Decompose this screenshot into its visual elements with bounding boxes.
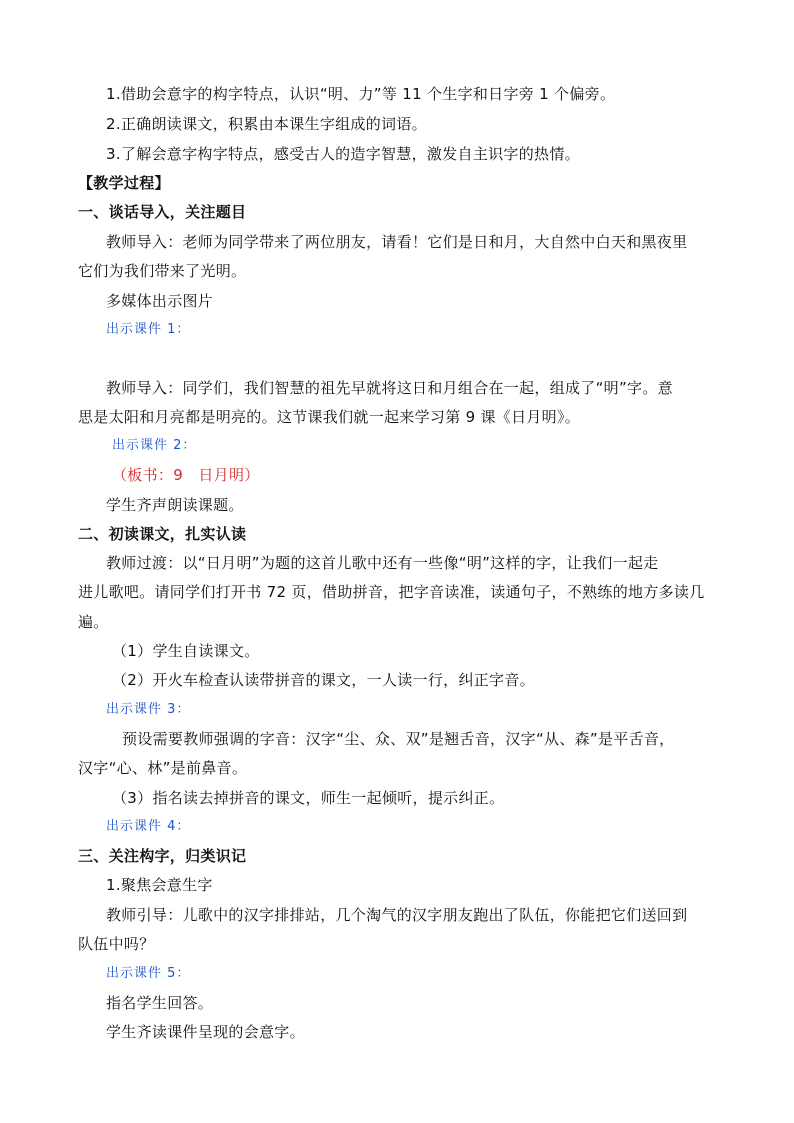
step-1: （1）学生自读课文。 [112, 642, 260, 660]
section-3-guide-line-2: 队伍中吗？ [78, 935, 155, 953]
slide-label-3: 出示课件 3： [106, 702, 191, 717]
teaching-process-heading: 【教学过程】 [78, 174, 170, 192]
objective-1: 1.借助会意字的构字特点，认识“明、力”等 11 个生字和日字旁 1 个偏旁。 [106, 85, 616, 103]
section-1-intro2-line-1: 教师导入：同学们，我们智慧的祖先早就将这日和月组合在一起，组成了“明”字。意 [106, 379, 673, 397]
media-note: 多媒体出示图片 [106, 292, 214, 310]
slide-label-2: 出示课件 2： [112, 438, 197, 453]
subsection-1-title: 1.聚焦会意生字 [106, 876, 213, 894]
section-1-intro-line-1: 教师导入：老师为同学带来了两位朋友，请看！它们是日和月，大自然中白天和黑夜里 [106, 233, 688, 251]
section-3-guide-line-1: 教师引导：儿歌中的汉字排排站，几个淘气的汉字朋友跑出了队伍，你能把它们送回到 [106, 906, 688, 924]
preset-line-2: 汉字“心、林”是前鼻音。 [78, 759, 248, 777]
step-3: （3）指名读去掉拼音的课文，师生一起倾听，提示纠正。 [112, 789, 505, 807]
slide-label-1: 出示课件 1： [106, 322, 191, 337]
board-writing: （板书：9 日月明） [112, 466, 260, 484]
step-2: （2）开火车检查认读带拼音的课文，一人读一行，纠正字音。 [112, 671, 535, 689]
section-1-heading: 一、谈话导入，关注题目 [78, 203, 247, 221]
section-1-intro2-line-2: 思是太阳和月亮都是明亮的。这节课我们就一起来学习第 9 课《日月明》。 [78, 408, 581, 426]
section-2-transition-line-1: 教师过渡：以“日月明”为题的这首儿歌中还有一些像“明”这样的字，让我们一起走 [106, 554, 659, 572]
objective-2: 2.正确朗读课文，积累由本课生字组成的词语。 [106, 115, 427, 133]
objective-3: 3.了解会意字构字特点，感受古人的造字智慧，激发自主识字的热情。 [106, 145, 580, 163]
section-2-transition-line-2: 进儿歌吧。请同学们打开书 72 页，借助拼音，把字音读准，读通句子，不熟练的地方多读几 [78, 583, 705, 601]
answer-note: 指名学生回答。 [106, 994, 214, 1012]
section-2-heading: 二、初读课文，扎实认读 [78, 525, 247, 543]
section-3-heading: 三、关注构字，归类识记 [78, 847, 247, 865]
slide-label-4: 出示课件 4： [106, 819, 191, 834]
section-2-transition-line-3: 遍。 [78, 613, 109, 631]
read-characters-note: 学生齐读课件呈现的会意字。 [106, 1023, 305, 1041]
section-1-intro-line-2: 它们为我们带来了光明。 [78, 262, 247, 280]
preset-line-1: 预设需要教师强调的字音：汉字“尘、众、双”是翘舌音，汉字“从、森”是平舌音， [122, 730, 675, 748]
read-title-note: 学生齐声朗读课题。 [106, 496, 244, 514]
slide-label-5: 出示课件 5： [106, 966, 191, 981]
